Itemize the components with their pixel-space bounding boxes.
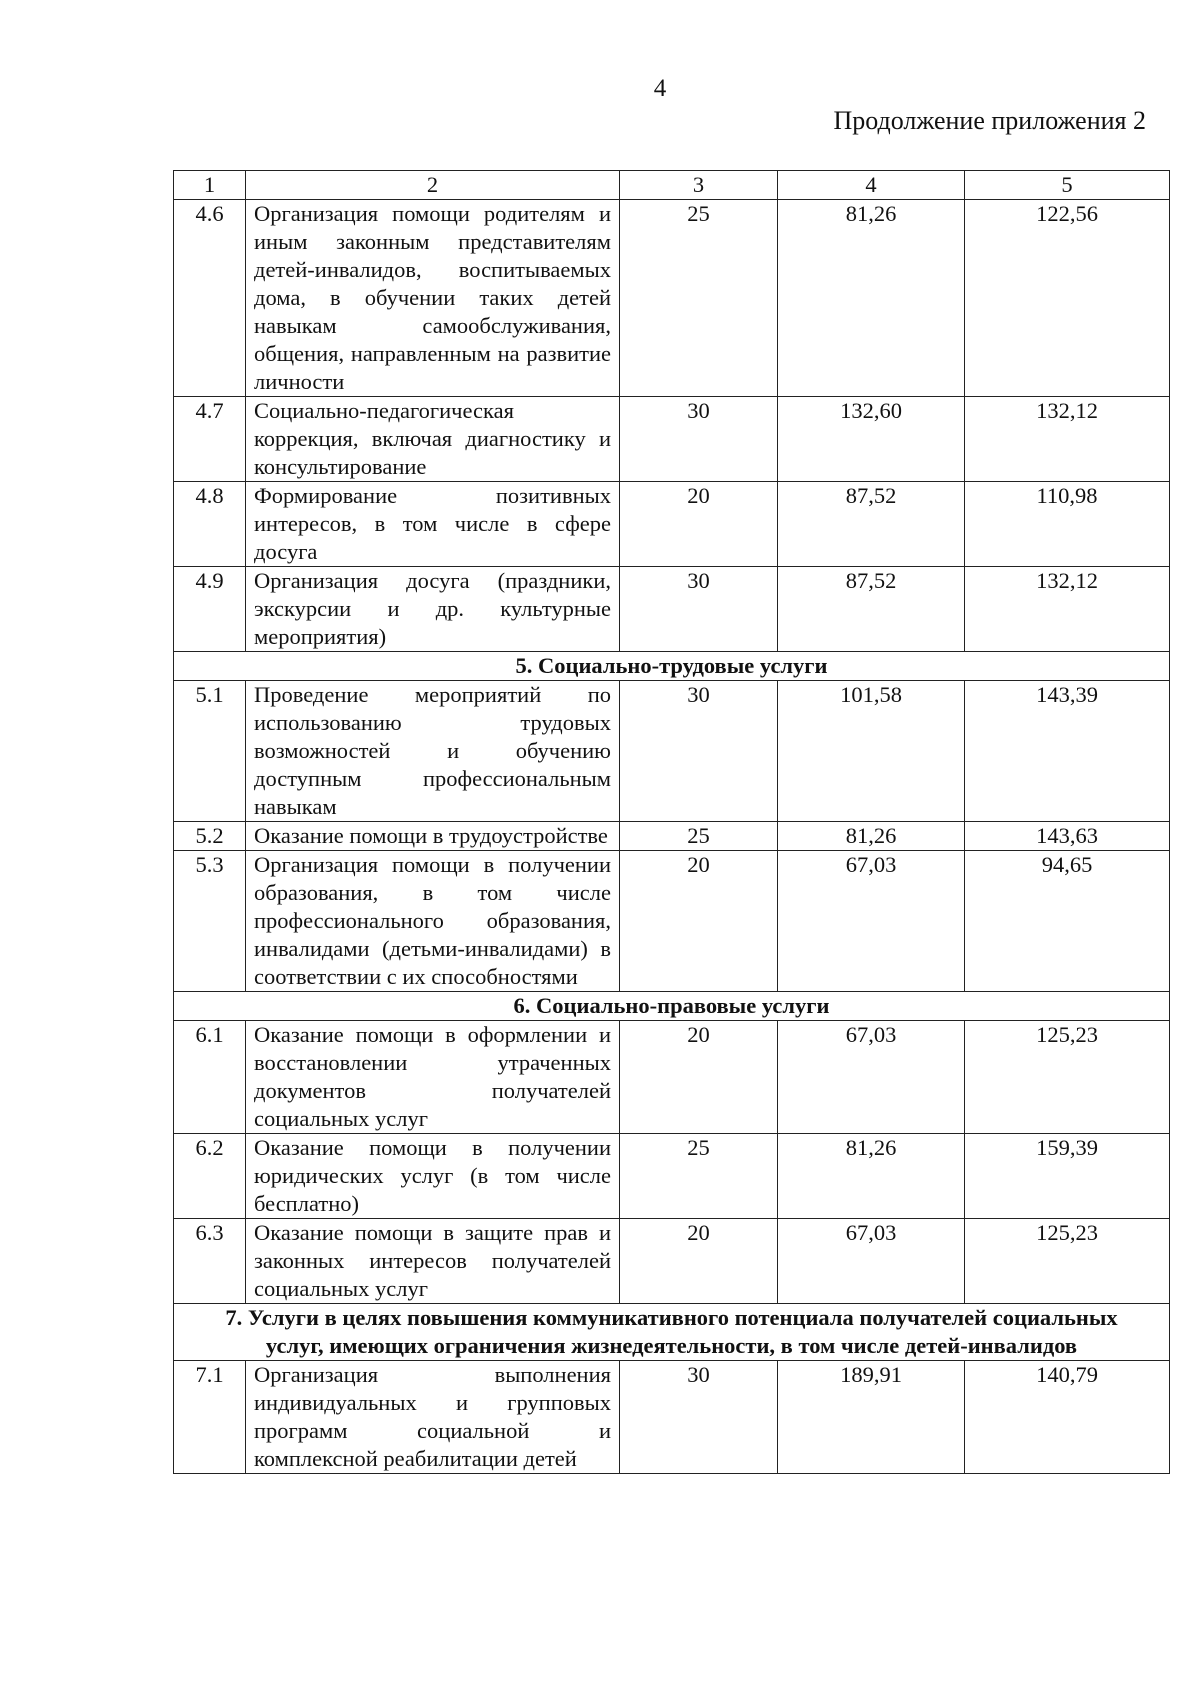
column-4-cell: 101,58 [778,681,965,822]
service-name-cell: Социально-педагогическая коррекция, включая диагностику и консультирование [246,397,620,482]
column-5-cell: 94,65 [965,851,1170,992]
column-3-cell: 20 [620,851,778,992]
column-3-cell: 20 [620,1219,778,1304]
row-number-cell: 5.1 [174,681,246,822]
column-4-cell: 189,91 [778,1361,965,1474]
service-name-cell: Оказание помощи в получении юридических услуг (в том числе бесплатно) [246,1134,620,1219]
column-4-cell: 67,03 [778,1021,965,1134]
table-row [174,482,1170,567]
service-name-cell: Организация досуга (праздники, экскурсии и др. культурные мероприятия) [246,567,620,652]
table-row [174,822,1170,851]
column-4-cell: 81,26 [778,200,965,397]
table-row [174,1361,1170,1474]
row-number-cell: 6.3 [174,1219,246,1304]
service-name-cell: Формирование позитивных интересов, в том числе в сфере досуга [246,482,620,567]
page-number: 4 [653,75,667,102]
section-title: 7. Услуги в целях повышения коммуникативного потенциала получателей социальных услуг, имеющих ограничения жизнедеятельности, в том числе детей-инвалидов [174,1304,1170,1361]
column-3-cell: 30 [620,567,778,652]
table-row [174,851,1170,992]
table-row [174,1021,1170,1134]
section-title: 5. Социально-трудовые услуги [174,652,1170,681]
column-4-cell: 67,03 [778,1219,965,1304]
column-4-cell: 87,52 [778,482,965,567]
column-5-cell: 125,23 [965,1021,1170,1134]
row-number-cell: 4.7 [174,397,246,482]
row-number-cell: 6.2 [174,1134,246,1219]
service-name-cell: Оказание помощи в трудоустройстве [246,822,620,851]
column-3-cell: 20 [620,1021,778,1134]
column-3-cell: 30 [620,397,778,482]
column-5-cell: 110,98 [965,482,1170,567]
column-5-cell: 122,56 [965,200,1170,397]
row-number-cell: 4.9 [174,567,246,652]
service-name-cell: Проведение мероприятий по использованию трудовых возможностей и обучению доступным профессиональным навыкам [246,681,620,822]
table-row [174,567,1170,652]
column-4-cell: 87,52 [778,567,965,652]
table-row [174,200,1170,397]
column-3-cell: 30 [620,1361,778,1474]
header-cell-2: 2 [246,171,620,200]
service-name-cell: Оказание помощи в оформлении и восстановлении утраченных документов получателей социальных услуг [246,1021,620,1134]
header-cell-4: 4 [778,171,965,200]
column-3-cell: 25 [620,822,778,851]
header-cell-1: 1 [174,171,246,200]
section-header-row [174,992,1170,1021]
column-5-cell: 132,12 [965,567,1170,652]
row-number-cell: 4.8 [174,482,246,567]
column-3-cell: 25 [620,200,778,397]
header-cell-3: 3 [620,171,778,200]
table-header-row [174,171,1170,200]
service-name-cell: Оказание помощи в защите прав и законных интересов получателей социальных услуг [246,1219,620,1304]
row-number-cell: 7.1 [174,1361,246,1474]
section-header-row [174,1304,1170,1361]
header-cell-5: 5 [965,171,1170,200]
service-name-cell: Организация выполнения индивидуальных и групповых программ социальной и комплексной реабилитации детей [246,1361,620,1474]
row-number-cell: 5.3 [174,851,246,992]
column-3-cell: 20 [620,482,778,567]
column-5-cell: 143,63 [965,822,1170,851]
section-title: 6. Социально-правовые услуги [174,992,1170,1021]
row-number-cell: 6.1 [174,1021,246,1134]
column-4-cell: 67,03 [778,851,965,992]
table-row [174,681,1170,822]
services-table-body [174,171,1170,1474]
table-row [174,1219,1170,1304]
services-table [173,170,1170,1474]
column-4-cell: 81,26 [778,822,965,851]
column-4-cell: 81,26 [778,1134,965,1219]
continuation-title: Продолжение приложения 2 [833,106,1146,135]
column-5-cell: 125,23 [965,1219,1170,1304]
column-5-cell: 143,39 [965,681,1170,822]
service-name-cell: Организация помощи родителям и иным законным представителям детей-инвалидов, воспитываемых дома, в обучении таких детей навыкам самообслуживания, общения, направленным на развитие личности [246,200,620,397]
row-number-cell: 4.6 [174,200,246,397]
column-3-cell: 25 [620,1134,778,1219]
row-number-cell: 5.2 [174,822,246,851]
service-name-cell: Организация помощи в получении образования, в том числе профессионального образования, инвалидами (детьми-инвалидами) в соответствии с их способностями [246,851,620,992]
column-5-cell: 132,12 [965,397,1170,482]
section-header-row [174,652,1170,681]
table-row [174,1134,1170,1219]
table-row [174,397,1170,482]
column-3-cell: 30 [620,681,778,822]
column-5-cell: 140,79 [965,1361,1170,1474]
column-5-cell: 159,39 [965,1134,1170,1219]
column-4-cell: 132,60 [778,397,965,482]
